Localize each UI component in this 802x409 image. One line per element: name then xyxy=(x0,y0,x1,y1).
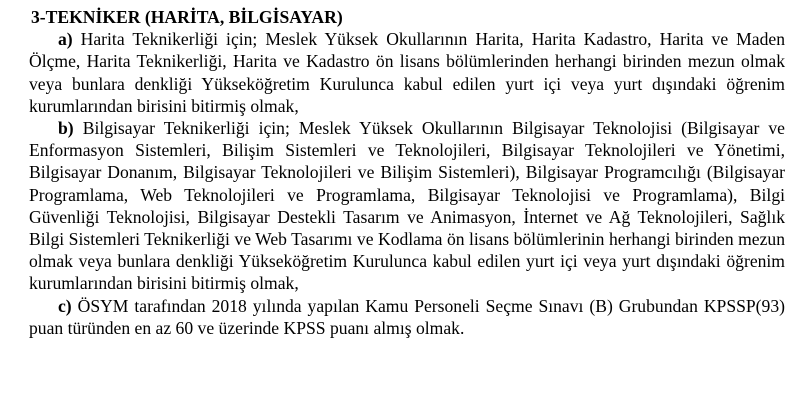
item-a-text: Harita Teknikerliği için; Meslek Yüksek Okullarının Harita, Harita Kadastro, Harita ve Maden Ölçme, Harita Teknikerliği, Harita ve Kadastro ön lisans bölümlerinden herhangi birinden mezun olmak veya bunlara denkliği Yükseköğretim Kurulunca kabul edilen yurt içi veya yurt dışındaki öğrenim kurumlarından birisini bitirmiş olmak, xyxy=(29,29,785,116)
document-body xyxy=(29,6,785,339)
item-c-text: ÖSYM tarafından 2018 yılında yapılan Kamu Personeli Seçme Sınavı (B) Grubundan KPSSP(93) puan türünden en az 60 ve üzerinde KPSS puanı almış olmak. xyxy=(29,295,785,338)
item-b-paragraph xyxy=(29,117,785,295)
item-b-marker: b) xyxy=(58,118,74,139)
item-a-paragraph xyxy=(29,28,785,117)
item-b-text: Bilgisayar Teknikerliği için; Meslek Yüksek Okullarının Bilgisayar Teknolojisi (Bilgisayar ve Enformasyon Sistemleri, Bilişim Sistemleri ve Teknolojileri, Bilgisayar Teknolojileri ve Yönetimi, Bilgisayar Donanım, Bilgisayar Teknolojileri ve Bilişim Sistemleri), Bilgisayar Programcılığı (Bilgisayar Programlama, Web Teknolojileri ve Programlama, Bilgisayar Teknolojisi ve Programlama), Bilgi Güvenliği Teknolojisi, Bilgisayar Destekli Tasarım ve Animasyon, İnternet ve Ağ Teknolojileri, Sağlık Bilgi Sistemleri Teknikerliği ve Web Tasarımı ve Kodlama ön lisans bölümlerinin herhangi birinden mezun olmak veya bunlara denkliği Yükseköğretim Kurulunca kabul edilen yurt içi veya yurt dışındaki öğrenim kurumlarından birisini bitirmiş olmak, xyxy=(29,118,785,294)
item-a-marker: a) xyxy=(58,29,73,50)
item-c-paragraph xyxy=(29,295,785,339)
section-heading: 3-TEKNİKER (HARİTA, BİLGİSAYAR) xyxy=(31,7,343,27)
item-c-marker: c) xyxy=(58,295,72,316)
